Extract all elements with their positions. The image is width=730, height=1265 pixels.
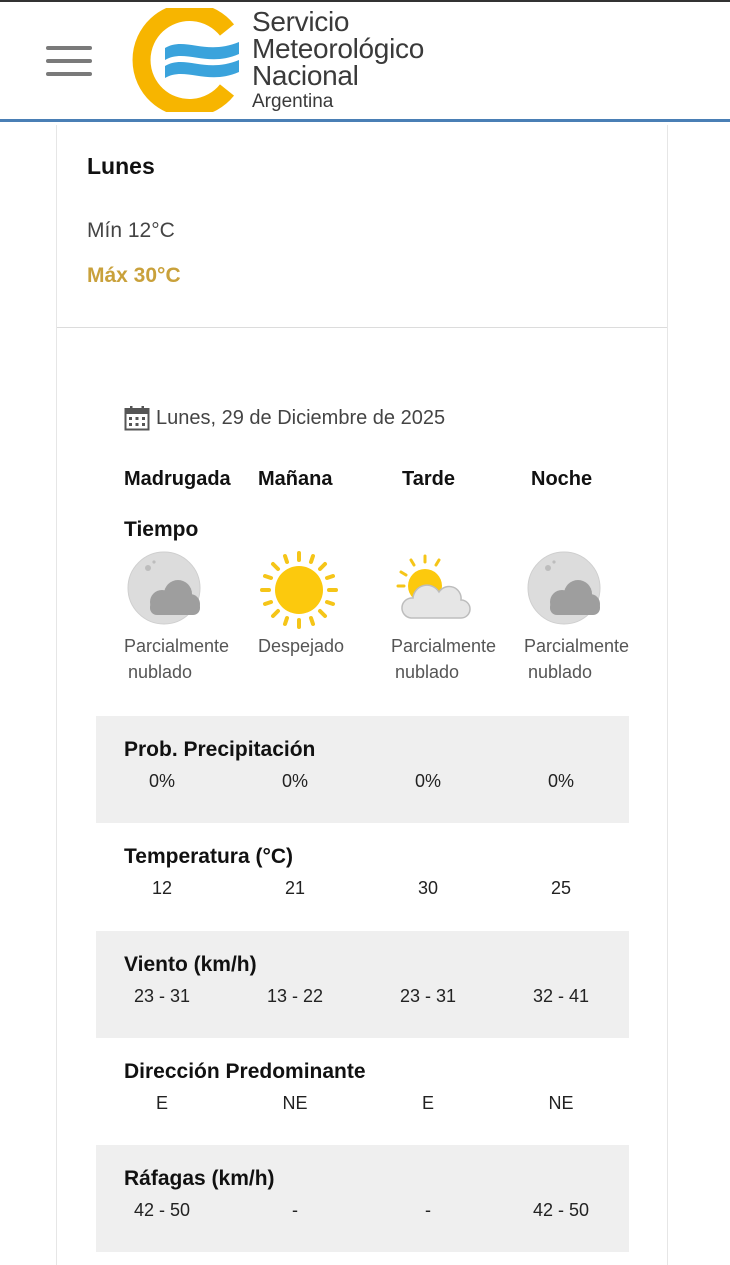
row-label: Temperatura (°C) — [124, 845, 294, 868]
row-value: 25 — [550, 878, 572, 898]
brand-line-4: Argentina — [252, 91, 334, 112]
row-value: - — [425, 1200, 431, 1220]
brand-line-2: Meteorológico — [252, 33, 424, 64]
period-manana: Mañana — [258, 468, 333, 490]
row-value: 42 - 50 — [133, 1200, 191, 1220]
row-value: NE — [548, 1093, 574, 1113]
row-value: 32 - 41 — [532, 986, 590, 1006]
max-temp: Máx 30°C — [87, 264, 181, 287]
day-title: Lunes — [87, 153, 155, 179]
condition-line1: Despejado — [258, 636, 345, 656]
tiempo-label: Tiempo — [124, 518, 199, 541]
row-value: 0% — [148, 771, 175, 791]
row-label: Viento (km/h) — [124, 953, 257, 976]
condition-manana — [258, 633, 344, 659]
row-value: 0% — [547, 771, 574, 791]
row-value: NE — [282, 1093, 308, 1113]
row-value: 13 - 22 — [266, 986, 324, 1006]
moon-cloud-icon — [526, 550, 606, 630]
moon-cloud-icon — [126, 550, 206, 630]
condition-line1: Parcialmente — [391, 636, 497, 656]
brand-line-1: Servicio — [252, 6, 350, 37]
forecast-date — [124, 405, 445, 431]
row-label: Ráfagas (km/h) — [124, 1167, 275, 1190]
smn-logo-icon[interactable] — [127, 8, 245, 112]
row-value: 42 - 50 — [532, 1200, 590, 1220]
calendar-icon — [124, 405, 150, 431]
row-temperature — [96, 823, 629, 930]
brand-wordmark[interactable] — [252, 8, 424, 113]
condition-noche — [524, 633, 629, 685]
sun-cloud-icon — [393, 550, 473, 630]
row-value: 21 — [284, 878, 306, 898]
condition-line1: Parcialmente — [124, 636, 230, 656]
condition-line2: nublado — [528, 662, 593, 682]
min-temp: Mín 12°C — [87, 219, 175, 242]
row-value: - — [292, 1200, 298, 1220]
row-gusts — [96, 1145, 629, 1252]
brand-line-3: Nacional — [252, 60, 359, 91]
period-noche: Noche — [531, 468, 593, 490]
condition-line2: nublado — [395, 662, 460, 682]
row-value: E — [421, 1093, 434, 1113]
row-direction — [96, 1038, 629, 1145]
weather-icons — [57, 550, 667, 630]
day-summary — [57, 125, 667, 328]
condition-line2: nublado — [128, 662, 193, 682]
row-value: 23 - 31 — [399, 986, 457, 1006]
period-tarde: Tarde — [402, 468, 455, 490]
row-precipitation — [96, 716, 629, 823]
forecast-card — [56, 125, 668, 1265]
site-header — [0, 0, 730, 122]
condition-tarde — [391, 633, 496, 685]
period-madrugada: Madrugada — [124, 468, 231, 490]
sun-icon — [259, 550, 339, 630]
row-value: 0% — [414, 771, 441, 791]
row-value: E — [155, 1093, 168, 1113]
hamburger-icon[interactable] — [46, 46, 92, 80]
forecast-date-text: Lunes, 29 de Diciembre de 2025 — [156, 406, 446, 429]
row-value: 12 — [151, 878, 173, 898]
row-wind — [96, 931, 629, 1038]
row-value: 30 — [417, 878, 439, 898]
condition-madrugada — [124, 633, 229, 685]
row-value: 0% — [281, 771, 308, 791]
row-value: 23 - 31 — [133, 986, 191, 1006]
row-label: Prob. Precipitación — [124, 738, 316, 761]
condition-line1: Parcialmente — [524, 636, 630, 656]
row-label: Dirección Predominante — [124, 1060, 366, 1083]
